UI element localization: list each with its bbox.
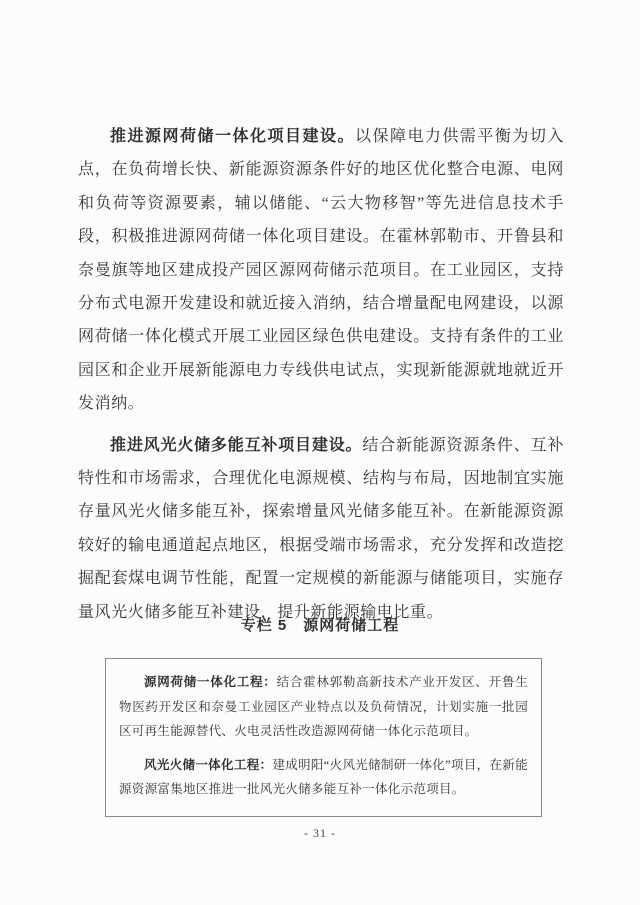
paragraph-source-grid-load-storage [78, 120, 564, 421]
callout-item-body: 结合霍林郭勒高新技术产业开发区、开鲁生物医药开发区和奈曼工业园区产业特点以及负荷情况，计划实施一批园区可再生能源替代、火电灵活性改造源网荷储一体化示范项目。 [119, 675, 528, 739]
callout-item [119, 670, 528, 744]
paragraph-body: 以保障电力供需平衡为切入点，在负荷增长快、新能源资源条件好的地区优化整合电源、电网和负荷等资源要素，辅以储能、“云大物移智”等先进信息技术手段，积极推进源网荷储一体化项目建设。在霍林郭勒市、开鲁县和奈曼旗等地区建成投产园区源网荷储示范项目。在工业园区，支持分布式电源开发建设和就近接入消纳，结合增量配电网建设，以源网荷储一体化模式开展工业园区绿色供电建设。支持有条件的工业园区和企业开展新能源电力专线供电试点，实现新能源就地就近开发消纳。 [78, 128, 565, 413]
callout-title: 专栏 5 源网荷储工程 [240, 617, 400, 634]
paragraph-wind-solar-fire-storage [78, 429, 564, 629]
callout-item-lead: 风光火储一体化工程： [144, 757, 273, 772]
paragraph-lead: 推进源网荷储一体化项目建设。 [110, 128, 355, 145]
callout-item-lead: 源网荷储一体化工程： [144, 675, 277, 689]
paragraph-lead: 推进风光火储多能互补项目建设。 [110, 436, 363, 454]
page-number: - 31 - [304, 826, 336, 840]
paragraph-body: 结合新能源资源条件、互补特性和市场需求，合理优化电源规模、结构与布局，因地制宜实施存量风光火储多能互补，探索增量风光储多能互补。在新能源资源较好的输电通道起点地区，根据受端市场需求，充分发挥和改造挖掘配套煤电调节性能，配置一定规模的新能源与储能项目，实施存量风光火储多能互补建设，提升新能源输电比重。 [78, 436, 564, 621]
callout-item-body: 建成明阳“火风光储制研一体化”项目，在新能源资源富集地区推进一批风光火储多能互补一体化示范项目。 [119, 757, 528, 797]
body-text [78, 120, 564, 629]
callout-box [105, 658, 542, 817]
callout-item [119, 753, 528, 802]
